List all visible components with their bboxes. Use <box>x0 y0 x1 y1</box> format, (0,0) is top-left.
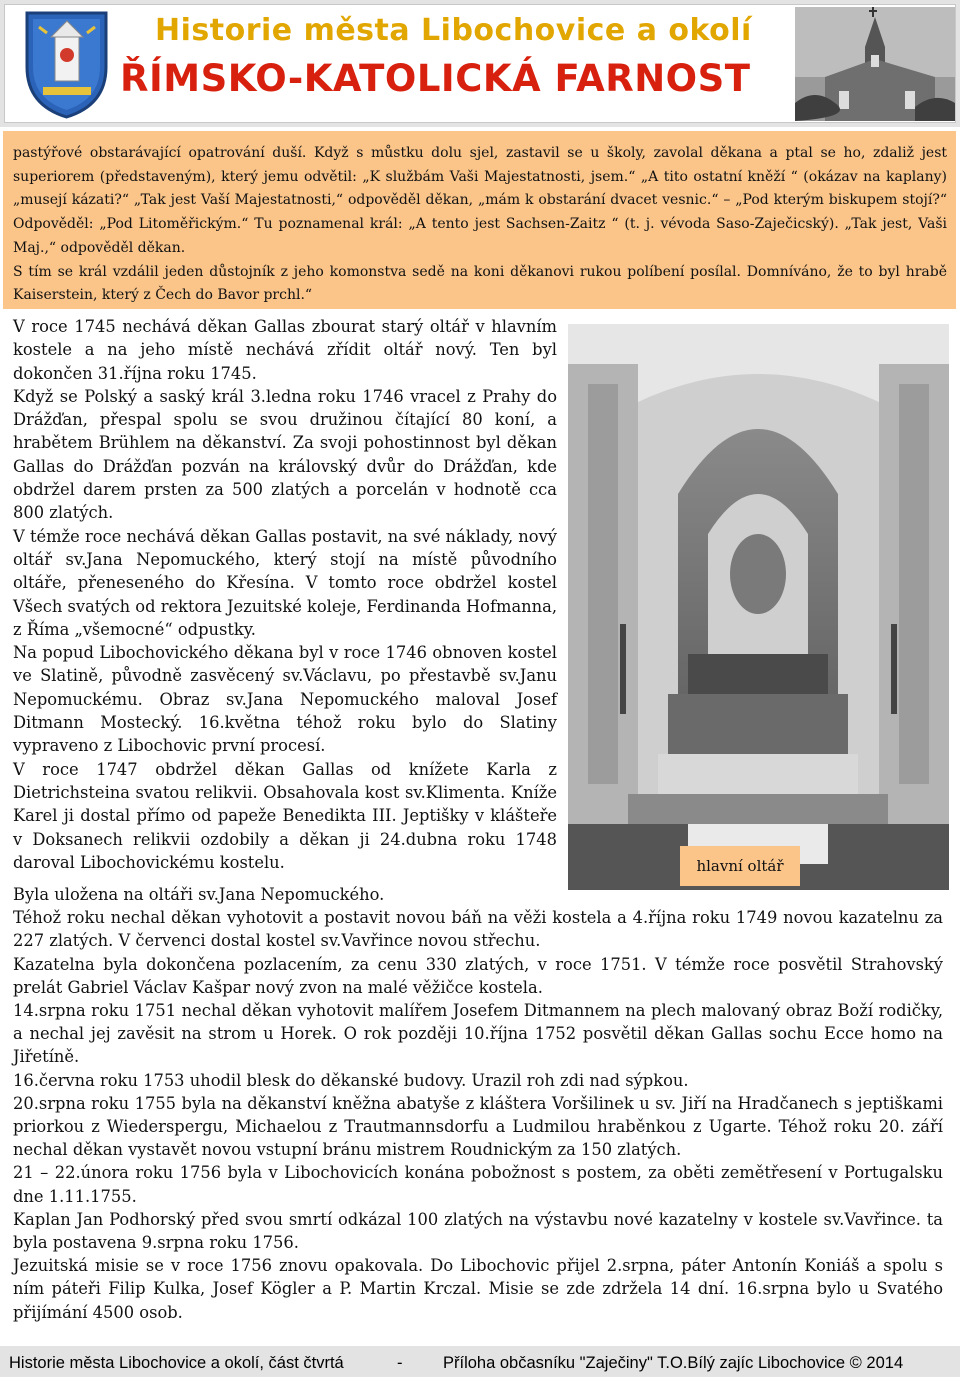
church-tower-icon <box>795 7 955 121</box>
paragraph: 21 – 22.února roku 1756 byla v Libochovicích konána pobožnost s postem, za oběti zemětřesení v Portugalsku dne 1.11.1755. <box>13 1163 943 1206</box>
paragraph: V témže roce nechává děkan Gallas postavit, na své náklady, nový oltář sv.Jana Nepomuckého, který stojí na místě původního oltáře, přeneseného do Křesína. V tomto roce obdržel kostel Všech svatých od rektora Jezuitské koleje, Ferdinanda Hofmanna, z Říma „všemocné“ odpustky. <box>13 526 558 639</box>
paragraph: V roce 1747 obdržel děkan Gallas od knížete Karla z Dietrichsteina svatou relikvii. Obsahovala kost sv.Klimenta. Kníže Karel ji dostal přímo od papeže Benedikta III. Jeptišky v klášteře v Doksanech relikvii ozdobily a děkan ji 24.dubna roku 1748 daroval Libochovickému kostelu. <box>13 759 557 872</box>
header-subtitle: ŘÍMSKO-KATOLICKÁ FARNOST <box>120 57 751 100</box>
footer-left-text: Historie města Libochovice a okolí, část čtvrtá <box>9 1354 344 1372</box>
article-text-top <box>13 315 557 874</box>
paragraph: Jezuitská misie se v roce 1756 znovu opakovala. Do Libochovic přijel 2.srpna, páter Antonín Koniáš a spolu s ním páteři Filip Kulka, Josef Kögler a P. Martin Krczal. Misie se zde zdržela 14 dní. 16.srpna bylo u Svatého přijímání 4500 osob. <box>13 1256 943 1322</box>
town-crest-icon <box>19 7 114 121</box>
paragraph: Když se Polský a saský král 3.ledna roku 1746 vracel z Prahy do Drážďan, přespal spolu se svou družinou čítající 80 koní, a hrabětem Brühlem na děkanství. Za svoji pohostinnost byl děkan Gallas do Drážďan pozván na královský dvůr do Drážďan, kde obdržel darem prsten za 500 zlatých a porcelán v hodnotě cca 800 zlatých. <box>13 386 557 523</box>
paragraph: 20.srpna roku 1755 byla na děkanství kněžna abatyše z kláštera Voršilinek u sv. Jiří na Hradčanech s jeptiškami priorkou z Wiederspergu, Michaelou z Trautmannsdorfu a Ludmilou hraběnkou z Ugarte. Téhož roku 20. září nechal děkan vystavět novou vstupní bránu mistrem Roudnickým za 150 zlatých. <box>13 1093 943 1160</box>
photo-caption: hlavní oltář <box>680 846 800 886</box>
paragraph: 16.června roku 1753 uhodil blesk do děkanské budovy. Urazil roh zdi nad sýpkou. <box>13 1070 689 1090</box>
highlighted-quote-box <box>3 131 956 309</box>
paragraph: Kaplan Jan Podhorský před svou smrtí odkázal 100 zlatých na výstavbu nové kazatelny v kostele sv.Vavřince. ta byla postavena 9.srpna roku 1756. <box>13 1209 943 1253</box>
page-footer <box>0 1346 960 1377</box>
paragraph: Na popud Libochovického děkana byl v roce 1746 obnoven kostel ve Slatině, původně zasvěcený sv.Václavu, po přestavbě sv.Janu Nepomuckému. Obraz sv.Jana Nepomuckého maloval Josef Ditmann Mostecký. 16.května téhož roku bylo do Slatiny vypraveno z Libochovic první procesí. <box>13 643 557 756</box>
paragraph: 14.srpna roku 1751 nechal děkan vyhotovit malířem Josefem Ditmannem na plech malovaný obraz Boží rodičky, a nechal jej zavěsit na strom u Horek. O rok později 10.října 1752 posvětil děkan Gallas sochu Ecce homo na Jiřetíně. <box>13 1001 943 1067</box>
page-header <box>0 0 960 127</box>
altar-photo-icon <box>568 324 949 890</box>
header-banner <box>4 4 956 123</box>
quote-paragraph: pastýřové obstarávající opatrování duší. Když s můstku dolu sjel, zastavil se u školy, zavolal děkana a ptal se ho, zdaliž jest superiorem (představeným), který jemu odvětil: „K službám Vaši Majestatnosti, jsem.“ „A tito ostatní kněží “ (okázav na kaplany) „musejí kázati?“ „Tak jest Vaší Majestatnosti,“ odpověděl děkan, „mám k obstarání dvacet vesnic.“ – „Pod kterým biskupem stojí?“ Odpověděl: „Pod Litoměřickým.“ Tu poznamenal král: „A tento jest Sachsen-Zaitz “ (t. j. vévoda Saso-Zaječicský). „Tak jest, Vaši Maj.,“ odpověděl děkan. <box>13 145 947 256</box>
header-title: Historie města Libochovice a okolí <box>155 13 752 48</box>
paragraph: Téhož roku nechal děkan vyhotovit a postavit novou báň na věži kostela a 4.října roku 1749 novou kazatelnu za 227 zlatých. V červenci dostal kostel sv.Vavřince novou střechu. <box>13 908 943 951</box>
footer-right-text: Příloha občasníku "Zaječiny" T.O.Bílý zajíc Libochovice © 2014 <box>443 1354 904 1372</box>
article-text-bottom <box>13 883 943 1324</box>
quote-paragraph: S tím se král vzdálil jeden důstojník z jeho komonstva sedě na koni děkanovi rukou políbení posílal. Domníváno, že to byl hrabě Kaiserstein, který z Čech do Bavor prchl.“ <box>13 263 947 304</box>
paragraph: V roce 1745 nechává děkan Gallas zbourat starý oltář v hlavním kostele a na jeho místě nechává zřídit oltář nový. Ten byl dokončen 31.října roku 1745. <box>13 317 557 383</box>
paragraph: Byla uložena na oltáři sv.Jana Nepomuckého. <box>13 885 385 904</box>
paragraph: Kazatelna byla dokončena pozlacením, za cenu 330 zlatých, v roce 1751. V témže roce posvětil Strahovský prelát Gabriel Václav Kašpar nový zvon na malé věžičce kostela. <box>13 954 943 997</box>
footer-separator: - <box>397 1354 403 1372</box>
